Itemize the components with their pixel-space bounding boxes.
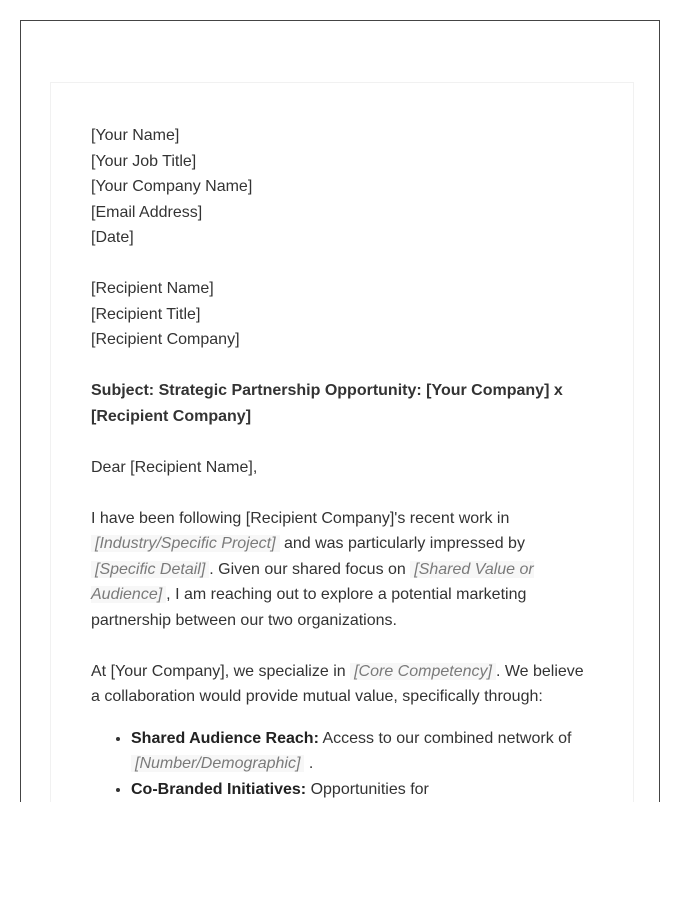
sender-block — [91, 123, 591, 251]
placeholder-industry-project: [Industry/Specific Project] — [91, 535, 280, 552]
benefit-text: Access to our combined network of — [318, 729, 572, 747]
subject-line — [91, 378, 591, 429]
document-frame — [20, 20, 660, 802]
intro-text-2: and was particularly impressed by — [279, 535, 525, 552]
list-item — [131, 777, 591, 803]
sender-company: [Your Company Name] — [91, 178, 253, 195]
benefit-text: Opportunities for — [306, 780, 429, 798]
recipient-company: [Recipient Company] — [91, 331, 240, 348]
sender-name: [Your Name] — [91, 127, 180, 144]
letter-page — [50, 82, 634, 802]
benefits-list — [91, 726, 591, 803]
intro-text-4: , I am reaching out to explore a potential marketing partnership between our two organizations. — [91, 586, 527, 629]
intro-paragraph — [91, 506, 591, 634]
intro-text-1: I have been following [Recipient Company]'s recent work in — [91, 509, 510, 527]
company-text-2: . We believe a collaboration would provide mutual value, specifically through: — [91, 662, 584, 705]
subject-line-2: [Recipient Company] — [91, 407, 252, 425]
placeholder-specific-detail: [Specific Detail] — [91, 561, 209, 578]
placeholder-core-competency: [Core Competency] — [350, 663, 496, 680]
subject-line-1: Subject: Strategic Partnership Opportunity: [Your Company] x — [91, 382, 563, 399]
benefit-tail: . — [308, 755, 314, 772]
placeholder-number-demographic: [Number/Demographic] — [131, 755, 304, 772]
intro-text-3: . Given our shared focus on — [209, 560, 411, 578]
recipient-name: [Recipient Name] — [91, 280, 214, 297]
benefit-title: Shared Audience Reach: — [131, 729, 319, 747]
list-item — [131, 726, 591, 777]
sender-email: [Email Address] — [91, 203, 203, 221]
company-text-1: At [Your Company], we specialize in — [91, 662, 351, 680]
letter-date: [Date] — [91, 229, 134, 246]
placeholder-shared-value: [Shared Value or Audience] — [91, 560, 534, 603]
recipient-block — [91, 276, 591, 353]
company-paragraph — [91, 659, 591, 710]
greeting: Dear [Recipient Name], — [91, 458, 258, 476]
sender-job-title: [Your Job Title] — [91, 152, 197, 170]
benefit-title: Co-Branded Initiatives: — [131, 780, 307, 798]
recipient-title: [Recipient Title] — [91, 305, 201, 323]
letter-content — [91, 123, 591, 802]
